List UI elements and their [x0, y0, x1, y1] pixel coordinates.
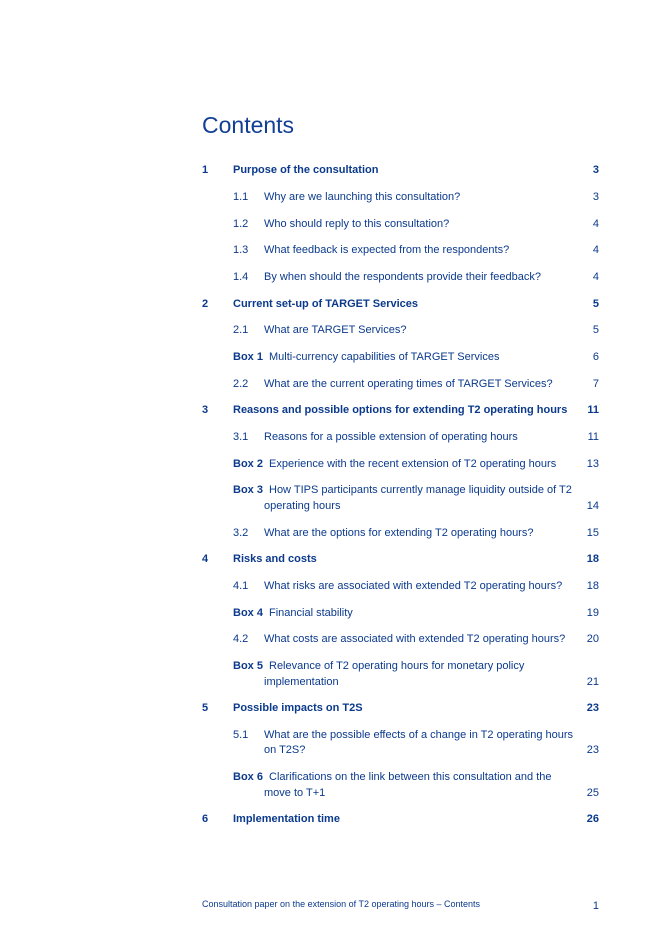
toc-title[interactable]: Experience with the recent extension of T2 operating hours	[269, 458, 557, 470]
toc-page: 5	[592, 324, 599, 336]
toc-title[interactable]: Why are we launching this consultation?	[264, 191, 461, 203]
toc-number: 1	[202, 164, 209, 176]
footer-page-number: 1	[592, 900, 599, 912]
toc-page: 13	[586, 458, 599, 470]
toc-title[interactable]: How TIPS participants currently manage liquidity outside of T2	[269, 484, 572, 496]
footer-text: Consultation paper on the extension of T2 operating hours – Contents	[202, 899, 481, 909]
toc-page: 11	[587, 431, 599, 443]
toc-box-label: Box 2	[233, 458, 263, 470]
toc-title[interactable]: Purpose of the consultation	[233, 164, 379, 176]
toc-title[interactable]: What costs are associated with extended T2 operating hours?	[264, 633, 566, 645]
toc-title[interactable]: Implementation time	[233, 813, 340, 825]
toc-page: 23	[586, 744, 599, 756]
toc-title[interactable]: Reasons for a possible extension of operating hours	[264, 431, 518, 443]
toc-title[interactable]: What risks are associated with extended T2 operating hours?	[264, 580, 563, 592]
toc-number: 3	[202, 404, 209, 416]
toc-section-5-1[interactable]	[0, 728, 662, 760]
toc-page: 21	[586, 676, 599, 688]
toc-box-5[interactable]	[0, 659, 662, 691]
toc-box-label: Box 4	[233, 607, 263, 619]
toc-box-label: Box 3	[233, 484, 263, 496]
toc-box-label: Box 1	[233, 351, 263, 363]
toc-title[interactable]: Multi-currency capabilities of TARGET Services	[269, 351, 500, 363]
toc-title-continuation[interactable]: operating hours	[264, 500, 341, 512]
toc-box-3[interactable]	[0, 483, 662, 515]
toc-number: 4.2	[233, 633, 249, 645]
toc-title[interactable]: Reasons and possible options for extending T2 operating hours	[233, 404, 568, 416]
toc-box-6[interactable]	[0, 770, 662, 802]
toc-box-label: Box 5	[233, 660, 263, 672]
toc-page: 18	[586, 580, 599, 592]
toc-number: 1.3	[233, 244, 249, 256]
toc-number: 4	[202, 553, 209, 565]
toc-title[interactable]: What are the current operating times of TARGET Services?	[264, 378, 553, 390]
toc-number: 2.1	[233, 324, 249, 336]
toc-page: 26	[586, 813, 599, 825]
toc-page: 20	[586, 633, 599, 645]
toc-page: 19	[586, 607, 599, 619]
toc-page: 4	[592, 271, 599, 283]
toc-page: 14	[586, 500, 599, 512]
toc-page: 25	[586, 787, 599, 799]
toc-number: 2	[202, 298, 209, 310]
toc-number: 4.1	[233, 580, 249, 592]
toc-number: 3.2	[233, 527, 249, 539]
toc-number: 5.1	[233, 729, 249, 741]
toc-number: 5	[202, 702, 209, 714]
toc-page: 5	[592, 298, 599, 310]
toc-page: 23	[586, 702, 599, 714]
toc-page: 3	[592, 191, 599, 203]
toc-title-continuation[interactable]: on T2S?	[264, 744, 306, 756]
toc-page: 18	[586, 553, 599, 565]
toc-page: 3	[592, 164, 599, 176]
toc-title[interactable]: What feedback is expected from the respondents?	[264, 244, 510, 256]
toc-page: 7	[592, 378, 599, 390]
toc-number: 1.4	[233, 271, 249, 283]
toc-page: 6	[592, 351, 599, 363]
toc-title[interactable]: Clarifications on the link between this consultation and the	[269, 771, 552, 783]
toc-title-continuation[interactable]: move to T+1	[264, 787, 326, 799]
toc-title[interactable]: Relevance of T2 operating hours for monetary policy	[269, 660, 525, 672]
toc-title[interactable]: By when should the respondents provide their feedback?	[264, 271, 542, 283]
page-title: Contents	[202, 112, 295, 138]
toc-number: 1.1	[233, 191, 249, 203]
toc-number: 2.2	[233, 378, 249, 390]
toc-page: 11	[587, 404, 599, 416]
toc-page: 15	[586, 527, 599, 539]
toc-title[interactable]: Current set-up of TARGET Services	[233, 298, 418, 310]
toc-page: 4	[592, 218, 599, 230]
toc-page: 4	[592, 244, 599, 256]
toc-title-continuation[interactable]: implementation	[264, 676, 339, 688]
toc-title[interactable]: What are TARGET Services?	[264, 324, 407, 336]
toc-title[interactable]: Who should reply to this consultation?	[264, 218, 450, 230]
toc-number: 1.2	[233, 218, 249, 230]
toc-title[interactable]: Financial stability	[269, 607, 353, 619]
toc-title[interactable]: Possible impacts on T2S	[233, 702, 363, 714]
toc-title[interactable]: Risks and costs	[233, 553, 317, 565]
toc-number: 6	[202, 813, 209, 825]
toc-box-label: Box 6	[233, 771, 263, 783]
toc-number: 3.1	[233, 431, 249, 443]
toc-title[interactable]: What are the options for extending T2 operating hours?	[264, 527, 534, 539]
toc-title[interactable]: What are the possible effects of a change in T2 operating hours	[264, 729, 574, 741]
